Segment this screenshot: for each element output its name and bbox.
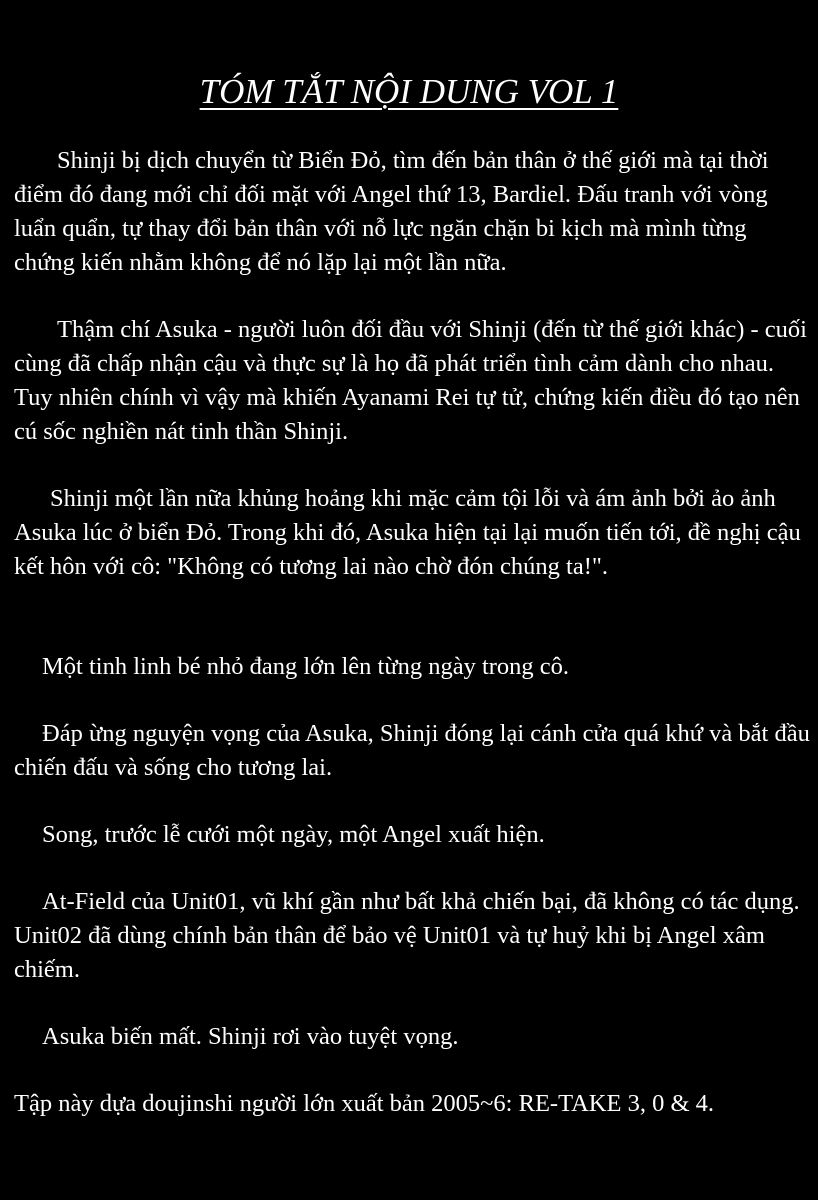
summary-paragraph-2: Thậm chí Asuka - người luôn đối đầu với Shinji (đến từ thế giới khác) - cuối cùng đã chấp nhận cậu và thực sự là họ đã phát triển tình cảm dành cho nhau. Tuy nhiên chính vì vậy mà khiến Ayanami Rei tự tử, chứng kiến điều đó tạo nên cú sốc nghiền nát tinh thần Shinji.: [14, 316, 807, 445]
summary-paragraph-1: Shinji bị dịch chuyển từ Biển Đỏ, tìm đến bản thân ở thế giới mà tại thời điểm đó đang mới chỉ đối mặt với Angel thứ 13, Bardiel. Đấu tranh với vòng luẩn quẩn, tự thay đổi bản thân với nỗ lực ngăn chặn bi kịch mà mình từng chứng kiến nhằm không để nó lặp lại một lần nữa.: [14, 147, 769, 276]
source-note: Tập này dựa doujinshi người lớn xuất bản 2005~6: RE-TAKE 3, 0 & 4.: [14, 1090, 714, 1117]
summary-paragraph-6: Song, trước lễ cưới một ngày, một Angel xuất hiện.: [42, 821, 545, 848]
page-title: TÓM TẮT NỘI DUNG VOL 1: [199, 72, 619, 111]
summary-paragraph-4: Một tinh linh bé nhỏ đang lớn lên từng ngày trong cô.: [42, 653, 570, 680]
summary-paragraph-7: At-Field của Unit01, vũ khí gần như bất khả chiến bại, đã không có tác dụng. Unit02 đã dùng chính bản thân để bảo vệ Unit01 và tự huỷ khi bị Angel xâm chiếm.: [14, 888, 800, 983]
summary-paragraph-5: Đáp ừng nguyện vọng của Asuka, Shinji đóng lại cánh cửa quá khứ và bắt đầu chiến đấu và sống cho tương lai.: [14, 720, 810, 781]
summary-paragraph-3: Shinji một lần nữa khủng hoảng khi mặc cảm tội lỗi và ám ảnh bởi ảo ảnh Asuka lúc ở biển Đỏ. Trong khi đó, Asuka hiện tại lại muốn tiến tới, đề nghị cậu kết hôn với cô: "Không có tương lai nào chờ đón chúng ta!".: [14, 485, 801, 580]
summary-paragraph-8: Asuka biến mất. Shinji rơi vào tuyệt vọng.: [42, 1023, 459, 1050]
